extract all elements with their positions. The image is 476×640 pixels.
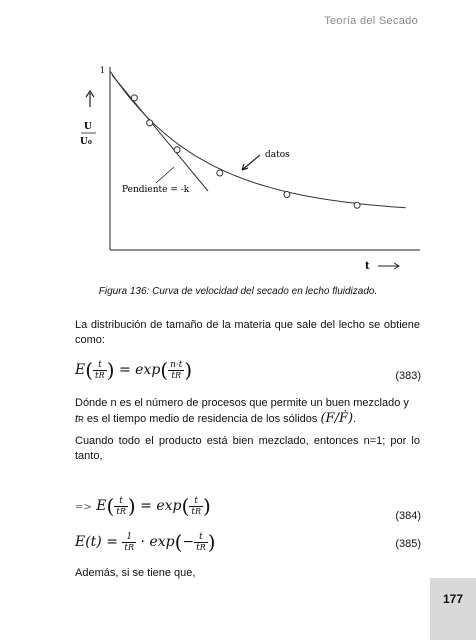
paragraph-3: Cuando todo el producto está bien mezclado, entonces n=1; por lo tanto, [75,435,420,462]
y-tick-1: 1 [100,66,106,75]
paragraph-4: Además, si se tiene que, [75,567,196,579]
data-point [174,147,180,153]
y-label-denominator: U₀ [80,137,92,147]
drying-curve-chart [60,55,440,280]
pendiente-leader [156,167,174,183]
figure-caption: Figura 136: Curva de velocidad del secado en lecho fluidizado. [98,286,378,297]
data-point [131,95,137,101]
paragraph-2 [75,396,420,427]
paragraph-2-line-1: Dónde n es el número de procesos que permite un buen mezclado y [75,397,409,409]
equation-384: => E( $\frac{t}{tR}$ ) = exp( $\frac{t}{tR}$ ) [75,494,211,518]
data-point [354,202,360,208]
x-label: t [365,261,370,272]
datos-arrow-icon [242,155,260,170]
equation-383: E( $\frac{t}{tR}$ ) = exp( $\frac{n\cdot t}{tR}$ ) [75,358,193,382]
equation-number-384: (384) [395,510,421,522]
data-point [147,120,153,126]
data-point [284,192,290,198]
page-header: Teoría del Secado [324,15,418,27]
equation-number-385: (385) [395,538,421,550]
paragraph-2-end: . [353,413,357,425]
y-arrow-icon [86,91,94,107]
tr-symbol: t [75,413,79,425]
label-datos: datos [265,150,290,160]
x-arrow-icon [378,263,399,269]
paragraph-1: La distribución de tamaño de la materia que sale del lecho se obtiene como: [75,319,420,346]
equation-number-383: (383) [395,370,421,382]
ff-ratio: (F/Ḟ) [320,411,354,426]
data-point [217,170,223,176]
equation-385: E(t) = $\frac{1}{tR}$ · exp(− $\frac{t}{tR}$ ) [75,530,216,554]
page-number: 177 [430,578,476,640]
tr-subscript: R [78,415,84,424]
tangent-line [112,75,208,191]
implies-arrow: => [75,502,92,513]
label-pendiente: Pendiente = -k [122,185,190,195]
drying-curve-figure [60,55,440,280]
paragraph-2-line-2: es el tiempo medio de residencia de los sólidos [83,413,318,425]
y-label-numerator: U [84,122,92,132]
